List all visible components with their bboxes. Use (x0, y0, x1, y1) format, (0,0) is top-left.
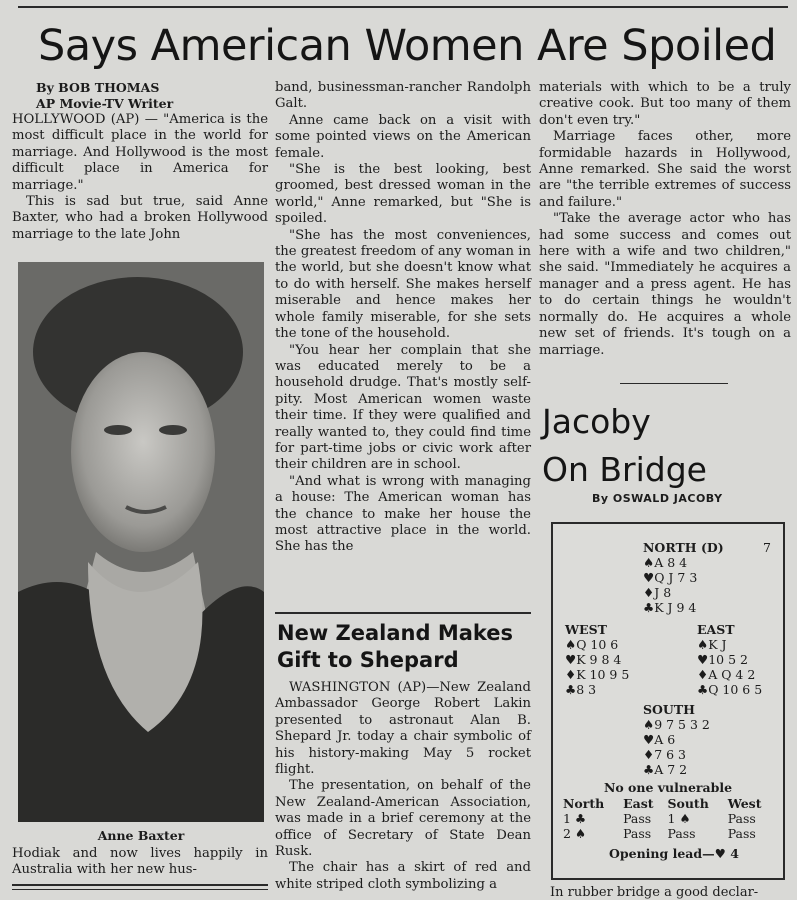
bid-cell: 2 ♠ (563, 826, 587, 841)
opening-lead: Opening lead—♥ 4 (609, 846, 739, 861)
bid-header: East (623, 796, 654, 811)
diamonds: ♦K 10 9 5 (565, 667, 630, 682)
diamonds: ♦A Q 4 2 (697, 667, 756, 682)
article-column-1 (12, 80, 268, 243)
hearts: ♥K 9 8 4 (565, 652, 622, 667)
vulnerability: No one vulnerable (603, 780, 733, 795)
east-hand (697, 622, 762, 697)
bid-cell: Pass (667, 826, 696, 841)
bid-header: West (727, 796, 762, 811)
bid-row (563, 811, 777, 826)
clubs: ♣A 7 2 (643, 762, 688, 777)
clubs: ♣Q 10 6 5 (697, 682, 763, 697)
bid-cell: Pass (727, 811, 756, 826)
bid-header: North (563, 796, 605, 811)
paragraph: Marriage faces other, more formidable hazards in Hollywood, Anne remarked. She said the worst are "the terrible extremes of success and failure." (539, 129, 791, 210)
jacoby-headline (542, 398, 792, 494)
hand-label: SOUTH (643, 702, 695, 717)
paragraph: "She is the best looking, best groomed, best dressed woman in the world," Anne remarked, but "She is spoiled. (275, 162, 531, 227)
paragraph: WASHINGTON (AP)—New Zealand Ambassador George Robert Lakin presented to astronaut Alan B. Shepard Jr. today a chair symbolic of his history-making May 5 rocket flight. (275, 680, 531, 778)
article-divider (275, 612, 531, 614)
jacoby-text-continued: In rubber bridge a good declar- (550, 885, 759, 900)
portrait-photo (18, 262, 264, 822)
paragraph: The chair has a skirt of red and white striped cloth symbolizing a (275, 860, 531, 892)
nz-article (275, 680, 531, 893)
paragraph: "You hear her complain that she was educated merely to be a household drudge. That's mostly self-pity. Most American women waste their time. If they were qualified and really wanted to, they could find time for part-time jobs or civic work after their children are in school. (275, 342, 531, 473)
bridge-diagram (551, 522, 785, 880)
nz-headline: New Zealand Makes Gift to Shepard (277, 621, 514, 672)
bid-cell: Pass (727, 826, 756, 841)
jacoby-title-line1: Jacoby (542, 402, 651, 441)
byline-role: AP Movie-TV Writer (36, 96, 174, 111)
north-hand (643, 540, 724, 615)
spades: ♠9 7 5 3 2 (643, 717, 710, 732)
paragraph: band, businessman-rancher Randolph Galt. (275, 80, 531, 112)
paragraph: This is sad but true, said Anne Baxter, who had a broken Hollywood marriage to the late John (12, 194, 268, 242)
clubs: ♣K J 9 4 (643, 600, 697, 615)
hearts: ♥Q J 7 3 (643, 570, 698, 585)
jacoby-title-line2: On Bridge (542, 450, 707, 489)
article-column-3 (539, 80, 791, 359)
spades: ♠K J (697, 637, 727, 652)
paragraph: "And what is wrong with managing a house: The American woman has the chance to make her house the most attractive place in the world. She has the (275, 473, 531, 555)
bid-cell: 1 ♣ (563, 811, 587, 826)
bid-cell: 1 ♠ (667, 811, 691, 826)
clubs: ♣8 3 (565, 682, 597, 697)
photo-caption: Anne Baxter (97, 828, 185, 843)
paragraph: HOLLYWOOD (AP) — "America is the most difficult place in the world for marriage. And Hollywood is the most difficult place in America for marriage." (12, 112, 268, 193)
paragraph: "She has the most conveniences, the greatest freedom of any woman in the world, but she doesn't know what to do with herself. She makes herself miserable and hence makes her whole family miserable, for she sets the tone of the household. (275, 227, 531, 342)
diamonds: ♦J 8 (643, 585, 672, 600)
jacoby-byline: By OSWALD JACOBY (592, 492, 723, 505)
hearts: ♥10 5 2 (697, 652, 748, 667)
paragraph: The presentation, on behalf of the New Zealand-American Association, was made in a brief ceremony at the office of Secretary of State Dean Rusk. (275, 778, 531, 860)
bid-row (563, 826, 777, 841)
hand-label: EAST (697, 622, 735, 637)
spades: ♠A 8 4 (643, 555, 688, 570)
short-divider (620, 383, 728, 384)
column-rule (12, 889, 268, 890)
hearts: ♥A 6 (643, 732, 676, 747)
headline: Says American Women Are Spoiled (38, 21, 777, 71)
deal-number: 7 (763, 540, 771, 555)
west-hand (565, 622, 629, 697)
hand-label: NORTH (D) (643, 540, 724, 555)
diamonds: ♦7 6 3 (643, 747, 687, 762)
bid-cell: Pass (623, 811, 652, 826)
bid-cell: Pass (623, 826, 652, 841)
paragraph: materials with which to be a truly creative cook. But too many of them don't even try." (539, 80, 791, 128)
hand-label: WEST (565, 622, 607, 637)
byline-author: By BOB THOMAS (36, 80, 160, 95)
south-hand (643, 702, 710, 777)
article-column-2 (275, 80, 531, 556)
bidding-table (563, 796, 777, 841)
spades: ♠Q 10 6 (565, 637, 619, 652)
paragraph: "Take the average actor who has had some success and comes out here with a wife and two children," she said. "Immediately he acquires a manager and a press agent. He has to do certain things he wouldn't normally do. He acquires a whole new set of friends. It's tough on a marriage. (539, 211, 791, 358)
top-rule (18, 6, 788, 8)
bid-header: South (667, 796, 709, 811)
paragraph: Anne came back on a visit with some pointed views on the American female. (275, 112, 531, 161)
column-rule (12, 884, 268, 886)
caption-continued-text: Hodiak and now lives happily in Australia with her new hus- (12, 846, 268, 878)
